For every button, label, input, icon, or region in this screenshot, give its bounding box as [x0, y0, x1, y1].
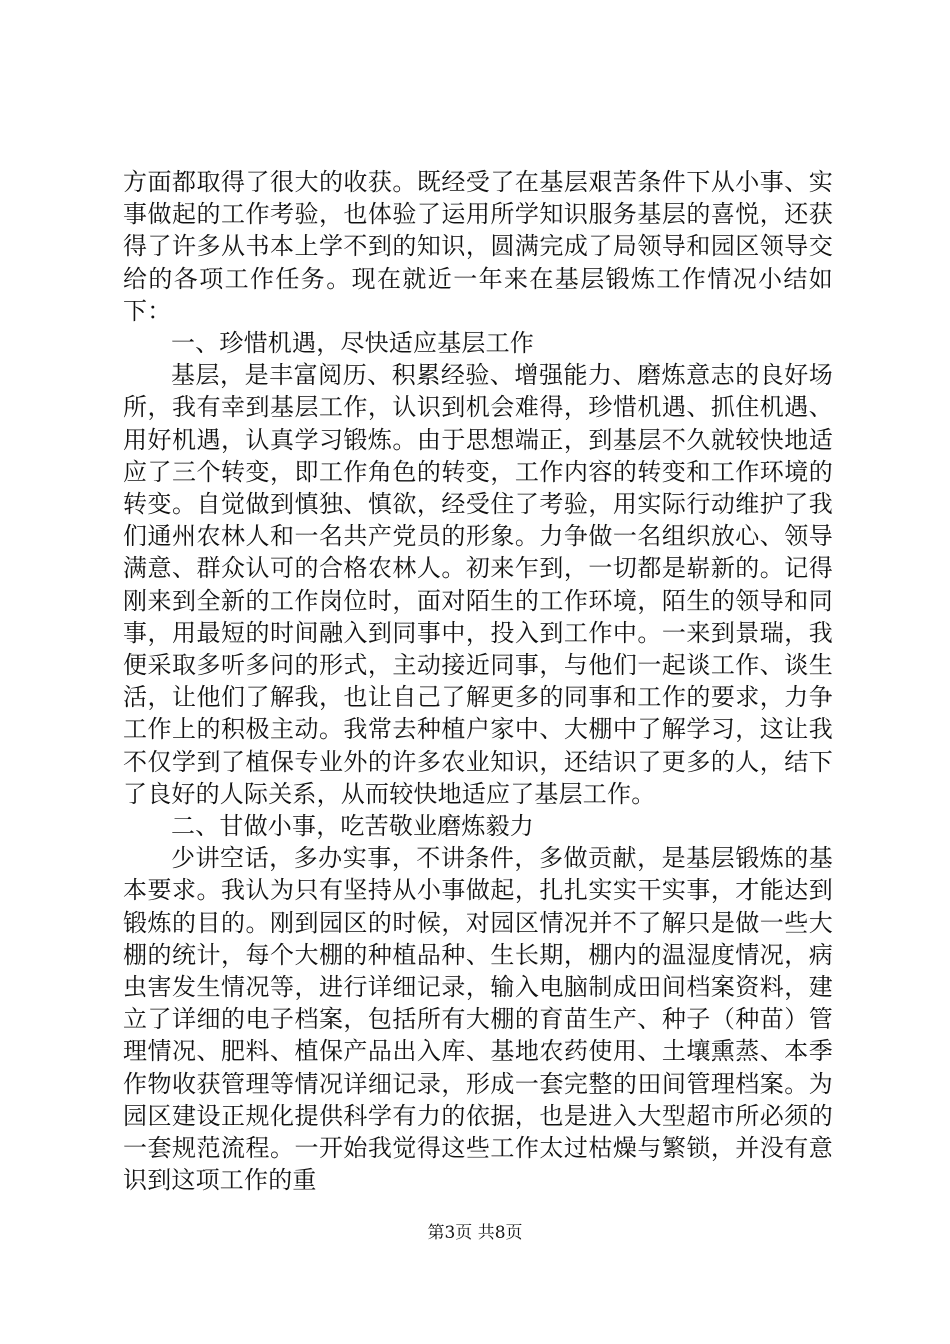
paragraph-section-2: 少讲空话，多办实事，不讲条件，多做贡献，是基层锻炼的基本要求。我认为只有坚持从小事做起，扎扎实实干实事，才能达到锻炼的目的。刚到园区的时候，对园区情况并不了解只是做一些大棚的统计，每个大棚的种植品种、生长期，棚内的温湿度情况，病虫害发生情况等，进行详细记录，输入电脑制成田间档案资料，建立了详细的电子档案，包括所有大棚的育苗生产、种子（种苗）管理情况、肥料、植保产品出入库、基地农药使用、土壤熏蒸、本季作物收获管理等情况详细记录，形成一套完整的田间管理档案。为园区建设正规化提供科学有力的依据，也是进入大型超市所必须的一套规范流程。一开始我觉得这些工作太过枯燥与繁锁，并没有意识到这项工作的重	[123, 844, 833, 1195]
page-footer: 第3页 共8页	[427, 1223, 523, 1243]
section-heading-2: 二、甘做小事，吃苦敬业磨炼毅力	[171, 812, 534, 841]
paragraph-section-1: 基层，是丰富阅历、积累经验、增强能力、磨炼意志的良好场所，我有幸到基层工作，认识到机会难得，珍惜机遇、抓住机遇、用好机遇，认真学习锻炼。由于思想端正，到基层不久就较快地适应了三个转变，即工作角色的转变，工作内容的转变和工作环境的转变。自觉做到慎独、慎欲，经受住了考验，用实际行动维护了我们通州农林人和一名共产党员的形象。力争做一名组织放心、领导满意、群众认可的合格农林人。初来乍到，一切都是崭新的。记得刚来到全新的工作岗位时，面对陌生的工作环境，陌生的领导和同事，用最短的时间融入到同事中，投入到工作中。一来到景瑞，我便采取多听多问的形式，主动接近同事，与他们一起谈工作、谈生活，让他们了解我，也让自己了解更多的同事和工作的要求，力争工作上的积极主动。我常去种植户家中、大棚中了解学习，这让我不仅学到了植保专业外的许多农业知识，还结识了更多的人，结下了良好的人际关系，从而较快地适应了基层工作。	[123, 361, 833, 808]
document-body	[123, 166, 833, 1197]
section-heading-1: 一、珍惜机遇，尽快适应基层工作	[171, 329, 534, 358]
paragraph-intro: 方面都取得了很大的收获。既经受了在基层艰苦条件下从小事、实事做起的工作考验，也体验了运用所学知识服务基层的喜悦，还获得了许多从书本上学不到的知识，圆满完成了局领导和园区领导交给的各项工作任务。现在就近一年来在基层锻炼工作情况小结如下：	[123, 168, 833, 325]
